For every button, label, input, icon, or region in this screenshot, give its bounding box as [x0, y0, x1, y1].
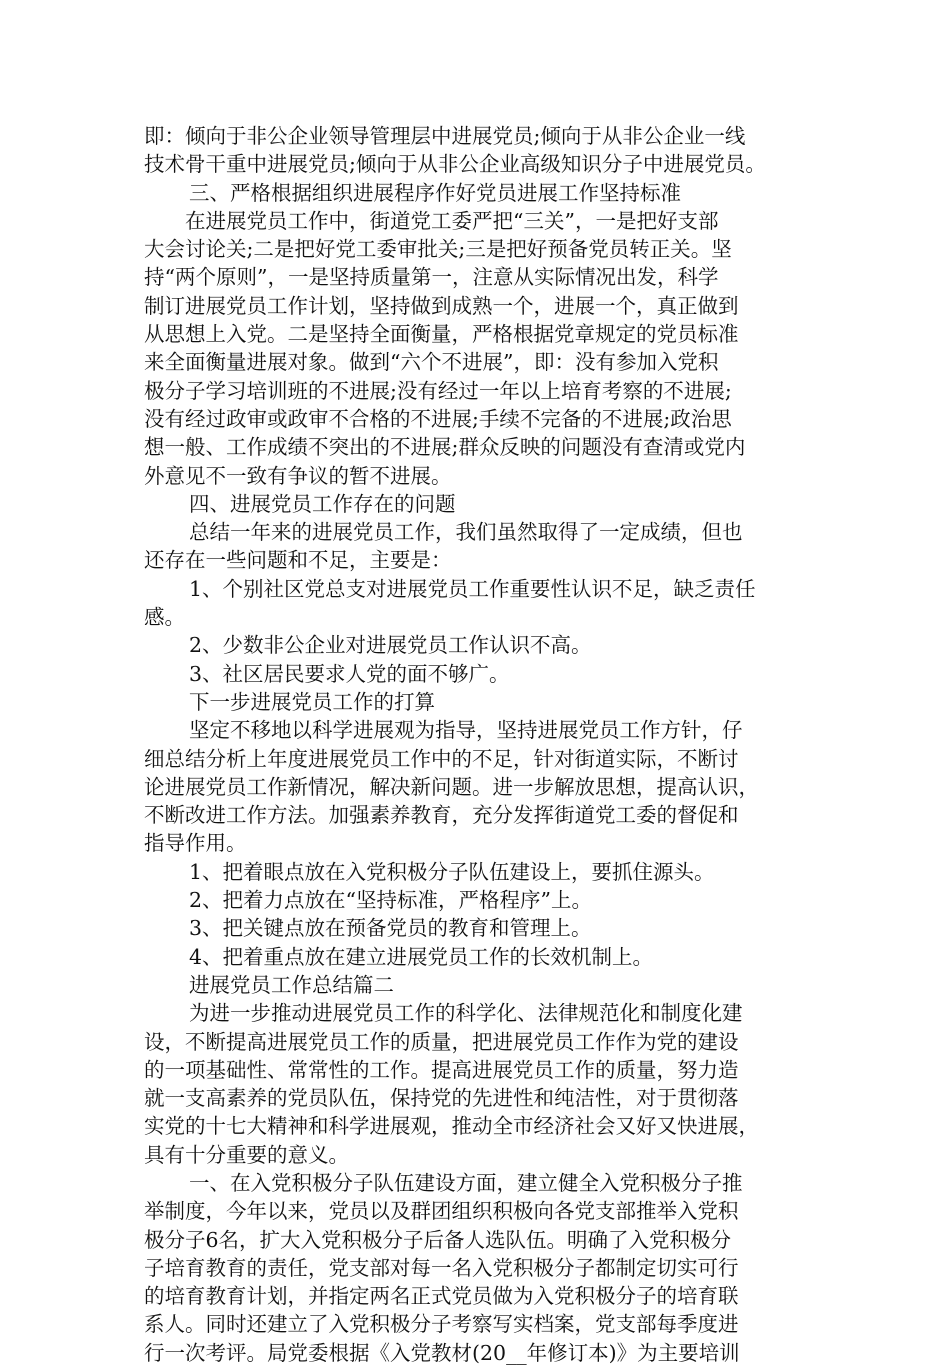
- list-item: 1、个别社区党总支对进展党员工作重要性认识不足，缺乏责任: [189, 576, 756, 601]
- text-line: 在进展党员工作中，街道党工委严把“三关”，一是把好支部: [185, 208, 719, 233]
- text-line: 举制度，今年以来，党员以及群团组织积极向各党支部推举入党积: [144, 1199, 739, 1224]
- text-line: 制订进展党员工作计划，坚持做到成熟一个，进展一个，真正做到: [144, 293, 739, 318]
- text-line: 感。: [144, 605, 185, 630]
- list-item: 4、把着重点放在建立进展党员工作的长效机制上。: [189, 944, 654, 969]
- text-line: 设，不断提高进展党员工作的质量，把进展党员工作作为党的建设: [144, 1029, 739, 1054]
- text-line: 总结一年来的进展党员工作，我们虽然取得了一定成绩，但也: [189, 520, 743, 545]
- text-line: 坚定不移地以科学进展观为指导，坚持进展党员工作方针，仔: [189, 718, 743, 743]
- list-item: 3、把关键点放在预备党员的教育和管理上。: [189, 916, 592, 941]
- text-line: 即：倾向于非公企业领导管理层中进展党员;倾向于从非公企业一线: [144, 124, 746, 148]
- text-line: 行一次考评。局党委根据《入党教材(20__年修订本)》为主要培训: [144, 1340, 740, 1365]
- text-line: 子培育教育的责任，党支部对每一名入党积极分子都制定切实可行: [144, 1255, 739, 1280]
- text-line: 实党的十七大精神和科学进展观，推动全市经济社会又好又快进展，: [144, 1114, 759, 1139]
- text-line: 极分子学习培训班的不进展;没有经过一年以上培育考察的不进展;: [144, 378, 732, 403]
- text-line: 大会讨论关;二是把好党工委审批关;三是把好预备党员转正关。坚: [144, 237, 732, 262]
- section-heading: 进展党员工作总结篇二: [189, 972, 394, 997]
- list-item: 2、少数非公企业对进展党员工作认识不高。: [189, 633, 592, 658]
- text-line: 的培育教育计划，并指定两名正式党员做为入党积极分子的培育联: [144, 1284, 739, 1309]
- text-line: 持“两个原则”，一是坚持质量第一，注意从实际情况出发，科学: [144, 265, 719, 290]
- text-line: 还存在一些问题和不足，主要是：: [144, 548, 452, 573]
- list-item: 3、社区居民要求人党的面不够广。: [189, 661, 510, 686]
- section-heading: 四、进展党员工作存在的问题: [189, 491, 456, 516]
- text-line: 技术骨干重中进展党员;倾向于从非公企业高级知识分子中进展党员。: [144, 152, 766, 177]
- document-page: [144, 122, 806, 1367]
- text-line: 没有经过政审或政审不合格的不进展;手续不完备的不进展;政治思: [144, 406, 732, 431]
- text-line: 为进一步推动进展党员工作的科学化、法律规范化和制度化建: [189, 1001, 743, 1026]
- list-item: 2、把着力点放在“坚持标准，严格程序”上。: [189, 888, 593, 913]
- section-heading: 三、严格根据组织进展程序作好党员进展工作坚持标准: [189, 180, 681, 205]
- text-line: 的一项基础性、常常性的工作。提高进展党员工作的质量，努力造: [144, 1057, 739, 1082]
- text-line: 系人。同时还建立了入党积极分子考察写实档案，党支部每季度进: [144, 1312, 739, 1337]
- text-line: 论进展党员工作新情况，解决新问题。进一步解放思想，提高认识，: [144, 774, 759, 799]
- text-line: 来全面衡量进展对象。做到“六个不进展”，即：没有参加入党积: [144, 350, 719, 375]
- text-line: 具有十分重要的意义。: [144, 1142, 349, 1167]
- text-line: 指导作用。: [144, 831, 247, 856]
- text-line: 想一般、工作成绩不突出的不进展;群众反映的问题没有查清或党内: [144, 435, 746, 460]
- text-line: 外意见不一致有争议的暂不进展。: [144, 463, 452, 488]
- text-line: 极分子6名，扩大入党积极分子后备人选队伍。明确了入党积极分: [144, 1227, 732, 1252]
- text-line: 一、在入党积极分子队伍建设方面，建立健全入党积极分子推: [189, 1170, 743, 1195]
- text-line: 细总结分析上年度进展党员工作中的不足，针对街道实际，不断讨: [144, 746, 739, 771]
- text-line: 从思想上入党。二是坚持全面衡量，严格根据党章规定的党员标准: [144, 322, 739, 347]
- list-item: 1、把着眼点放在入党积极分子队伍建设上，要抓住源头。: [189, 859, 715, 884]
- text-line: 不断改进工作方法。加强素养教育，充分发挥街道党工委的督促和: [144, 803, 739, 828]
- section-heading: 下一步进展党员工作的打算: [189, 689, 435, 714]
- text-line: 就一支高素养的党员队伍，保持党的先进性和纯洁性，对于贯彻落: [144, 1086, 739, 1111]
